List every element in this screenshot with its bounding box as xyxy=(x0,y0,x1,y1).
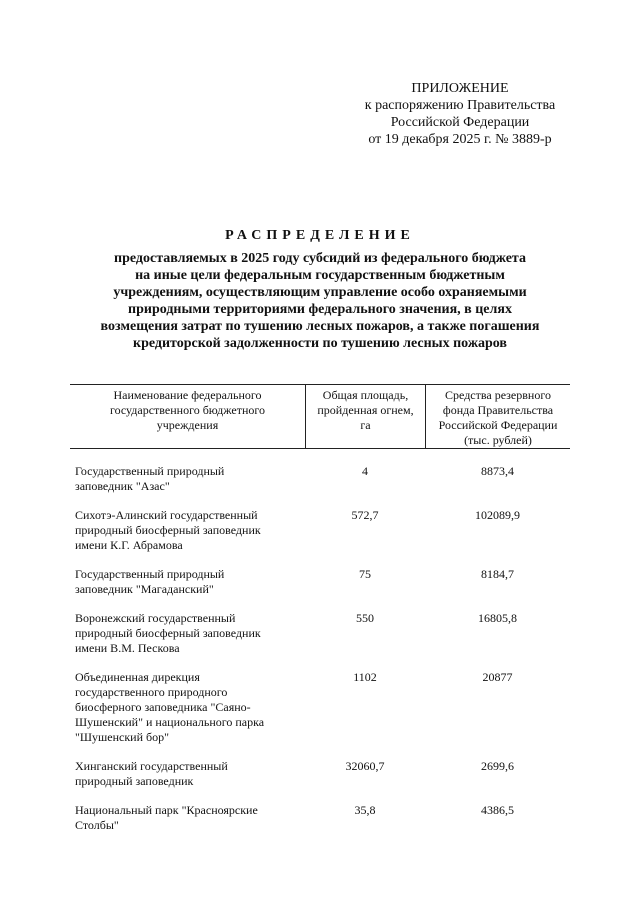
table-row xyxy=(70,508,570,553)
cell-area: 572,7 xyxy=(351,508,379,522)
subtitle-line: возмещения затрат по тушению лесных пожаров, а также погашения xyxy=(100,319,540,334)
header-name-line: Наименование федерального xyxy=(113,388,262,402)
document-subtitle xyxy=(60,250,580,352)
header-name-line: государственного бюджетного xyxy=(109,403,266,417)
cell-name xyxy=(70,759,305,789)
cell-area: 75 xyxy=(359,567,371,581)
appendix-heading: ПРИЛОЖЕНИЕ xyxy=(411,81,509,96)
cell-name-line: Сихотэ-Алинский государственный xyxy=(75,508,258,522)
header-area-line: пройденная огнем, xyxy=(317,403,414,417)
cell-name xyxy=(70,670,305,745)
header-name xyxy=(70,385,305,448)
cell-name-line: Государственный природный xyxy=(75,464,225,478)
cell-name-line: биосферного заповедника "Саяно- xyxy=(75,700,251,714)
subtitle-line: предоставляемых в 2025 году субсидий из федерального бюджета xyxy=(114,251,526,266)
cell-area: 32060,7 xyxy=(345,759,385,773)
table-row xyxy=(70,670,570,745)
cell-name-line: Объединенная дирекция xyxy=(75,670,200,684)
cell-funds: 4386,5 xyxy=(481,803,514,817)
header-funds xyxy=(425,385,570,448)
cell-funds: 102089,9 xyxy=(475,508,520,522)
appendix-line: Российской Федерации xyxy=(390,115,530,130)
subtitle-line: учреждениям, осуществляющим управление особо охраняемыми xyxy=(113,285,527,300)
subtitle-line: кредиторской задолженности по тушению лесных пожаров xyxy=(133,336,507,351)
table-row xyxy=(70,567,570,597)
cell-name-line: Хинганский государственный xyxy=(75,759,228,773)
cell-name-line: имени В.М. Пескова xyxy=(75,641,180,655)
cell-funds: 20877 xyxy=(482,670,513,684)
appendix-date-number: от 19 декабря 2025 г. № 3889-р xyxy=(368,132,552,147)
document-title: РАСПРЕДЕЛЕНИЕ xyxy=(225,228,415,243)
cell-name-line: Национальный парк "Красноярские xyxy=(75,803,258,817)
header-funds-line: фонда Правительства xyxy=(442,403,554,417)
subtitle-line: природными территориями федерального значения, в целях xyxy=(128,302,512,317)
table-body xyxy=(70,449,570,833)
cell-name-line: Шушенский" и национального парка xyxy=(75,715,265,729)
cell-name xyxy=(70,611,305,656)
cell-name-line: Государственный природный xyxy=(75,567,225,581)
cell-name-line: природный биосферный заповедник xyxy=(75,523,261,537)
header-funds-line: (тыс. рублей) xyxy=(464,433,532,447)
cell-name-line: заповедник "Магаданский" xyxy=(75,582,214,596)
table-row xyxy=(70,464,570,494)
header-funds-line: Российской Федерации xyxy=(438,418,558,432)
appendix-block xyxy=(330,80,590,148)
cell-funds: 16805,8 xyxy=(478,611,517,625)
cell-area: 35,8 xyxy=(354,803,376,817)
cell-name-line: имени К.Г. Абрамова xyxy=(75,538,183,552)
header-name-line: учреждения xyxy=(156,418,219,432)
cell-area: 550 xyxy=(356,611,374,625)
cell-name-line: заповедник "Азас" xyxy=(75,479,170,493)
cell-name-line: государственного природного xyxy=(75,685,228,699)
table-row xyxy=(70,759,570,789)
cell-name xyxy=(70,567,305,597)
cell-name-line: природный заповедник xyxy=(75,774,194,788)
cell-area: 1102 xyxy=(353,670,377,684)
distribution-table xyxy=(70,384,570,847)
table-row xyxy=(70,611,570,656)
cell-name-line: Воронежский государственный xyxy=(75,611,236,625)
cell-name-line: Столбы" xyxy=(75,818,119,832)
header-area-line: Общая площадь, xyxy=(322,388,409,402)
table-header xyxy=(70,384,570,449)
subtitle-line: на иные цели федеральным государственным бюджетным xyxy=(135,268,505,283)
cell-name xyxy=(70,508,305,553)
table-row xyxy=(70,803,570,833)
cell-funds: 8873,4 xyxy=(481,464,514,478)
cell-funds: 2699,6 xyxy=(481,759,514,773)
cell-name xyxy=(70,464,305,494)
appendix-line: к распоряжению Правительства xyxy=(364,98,556,113)
cell-name-line: "Шушенский бор" xyxy=(75,730,169,744)
cell-area: 4 xyxy=(362,464,368,478)
cell-funds: 8184,7 xyxy=(481,567,514,581)
header-funds-line: Средства резервного xyxy=(445,388,551,402)
cell-name xyxy=(70,803,305,833)
header-area-line: га xyxy=(360,418,371,432)
header-area xyxy=(305,385,425,448)
cell-name-line: природный биосферный заповедник xyxy=(75,626,261,640)
